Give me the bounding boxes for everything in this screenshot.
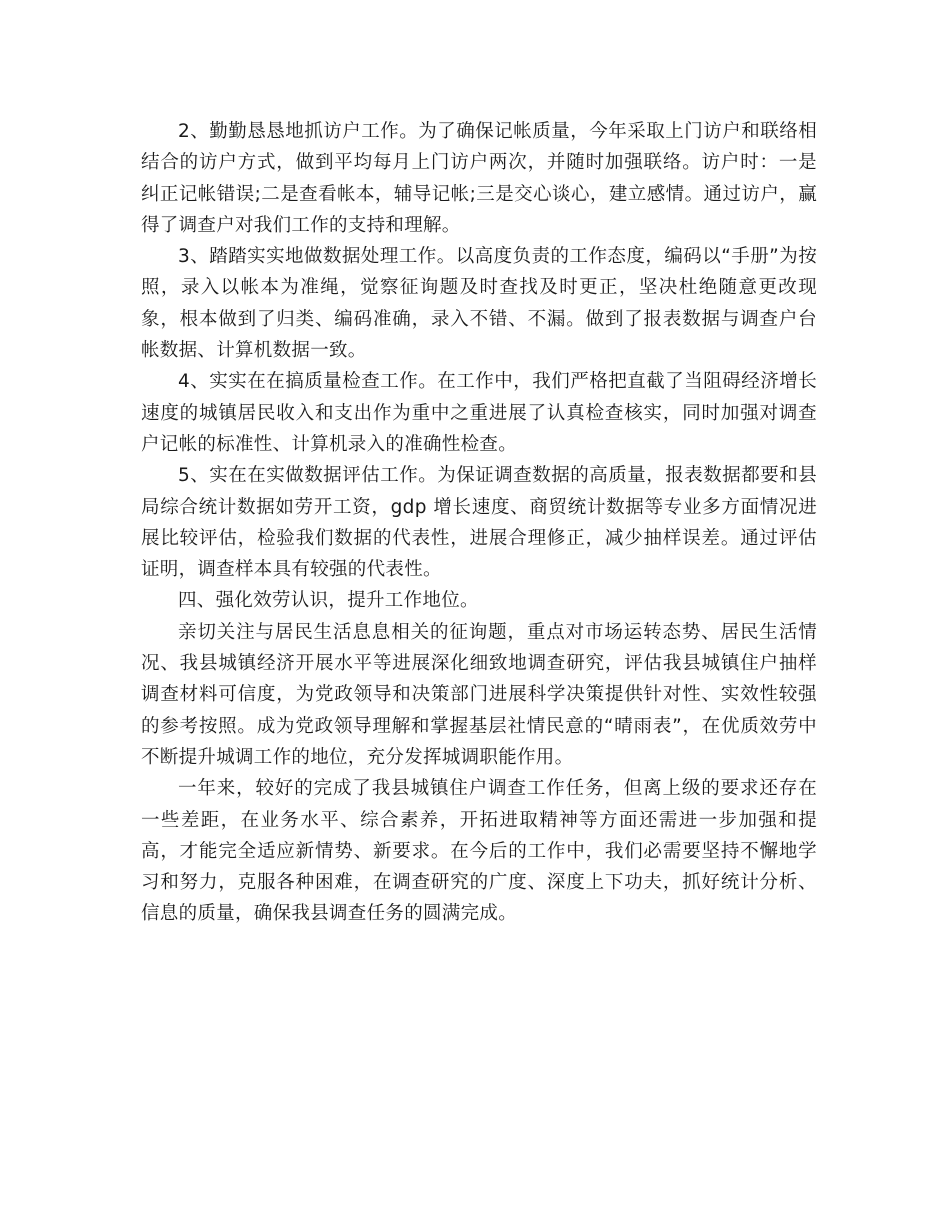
paragraph-summary: 一年来，较好的完成了我县城镇住户调查工作任务，但离上级的要求还存在一些差距，在业务水平、综合素养，开拓进取精神等方面还需进一步加强和提高，才能完全适应新情势、新要求。在今后的工作中，我们必需要坚持不懈地学习和努力，克服各种困难，在调查研究的广度、深度上下功夫，抓好统计分析、信息的质量，确保我县调查任务的圆满完成。 bbox=[141, 778, 817, 925]
paragraph-item-5-data-evaluation: 5、实在在实做数据评估工作。为保证调查数据的高质量，报表数据都要和县局综合统计数据如劳开工资，gdp 增长速度、商贸统计数据等专业多方面情况进展比较评估，检验我们数据的代表性，进展合理修正，减少抽样误差。通过评估证明，调查样本具有较强的代表性。 bbox=[141, 465, 817, 581]
document-body bbox=[141, 116, 817, 930]
paragraph-item-2-visits: 2、勤勤恳恳地抓访户工作。为了确保记帐质量，今年采取上门访户和联络相结合的访户方式，做到平均每月上门访户两次，并随时加强联络。访户时：一是纠正记帐错误;二是查看帐本，辅导记帐;三是交心谈心，建立感情。通过访户，赢得了调查户对我们工作的支持和理解。 bbox=[141, 121, 817, 236]
section-heading-four: 四、强化效劳认识，提升工作地位。 bbox=[178, 590, 479, 612]
paragraph-service-awareness: 亲切关注与居民生活息息相关的征询题，重点对市场运转态势、居民生活情况、我县城镇经济开展水平等进展深化细致地调查研究，评估我县城镇住户抽样调查材料可信度，为党政领导和决策部门进展科学决策提供针对性、实效性较强的参考按照。成为党政领导理解和掌握基层社情民意的“晴雨表”，在优质效劳中不断提升城调工作的地位，充分发挥城调职能作用。 bbox=[141, 621, 817, 768]
paragraph-item-4-quality-check: 4、实实在在搞质量检查工作。在工作中，我们严格把直截了当阻碍经济增长速度的城镇居民收入和支出作为重中之重进展了认真检查核实，同时加强对调查户记帐的标准性、计算机录入的准确性检查。 bbox=[141, 371, 817, 455]
paragraph-item-3-data-processing: 3、踏踏实实地做数据处理工作。以高度负责的工作态度，编码以“手册”为按照，录入以帐本为准绳，觉察征询题及时查找及时更正，坚决杜绝随意更改现象，根本做到了归类、编码准确，录入不错、不漏。做到了报表数据与调查户台帐数据、计算机数据一致。 bbox=[141, 246, 817, 362]
